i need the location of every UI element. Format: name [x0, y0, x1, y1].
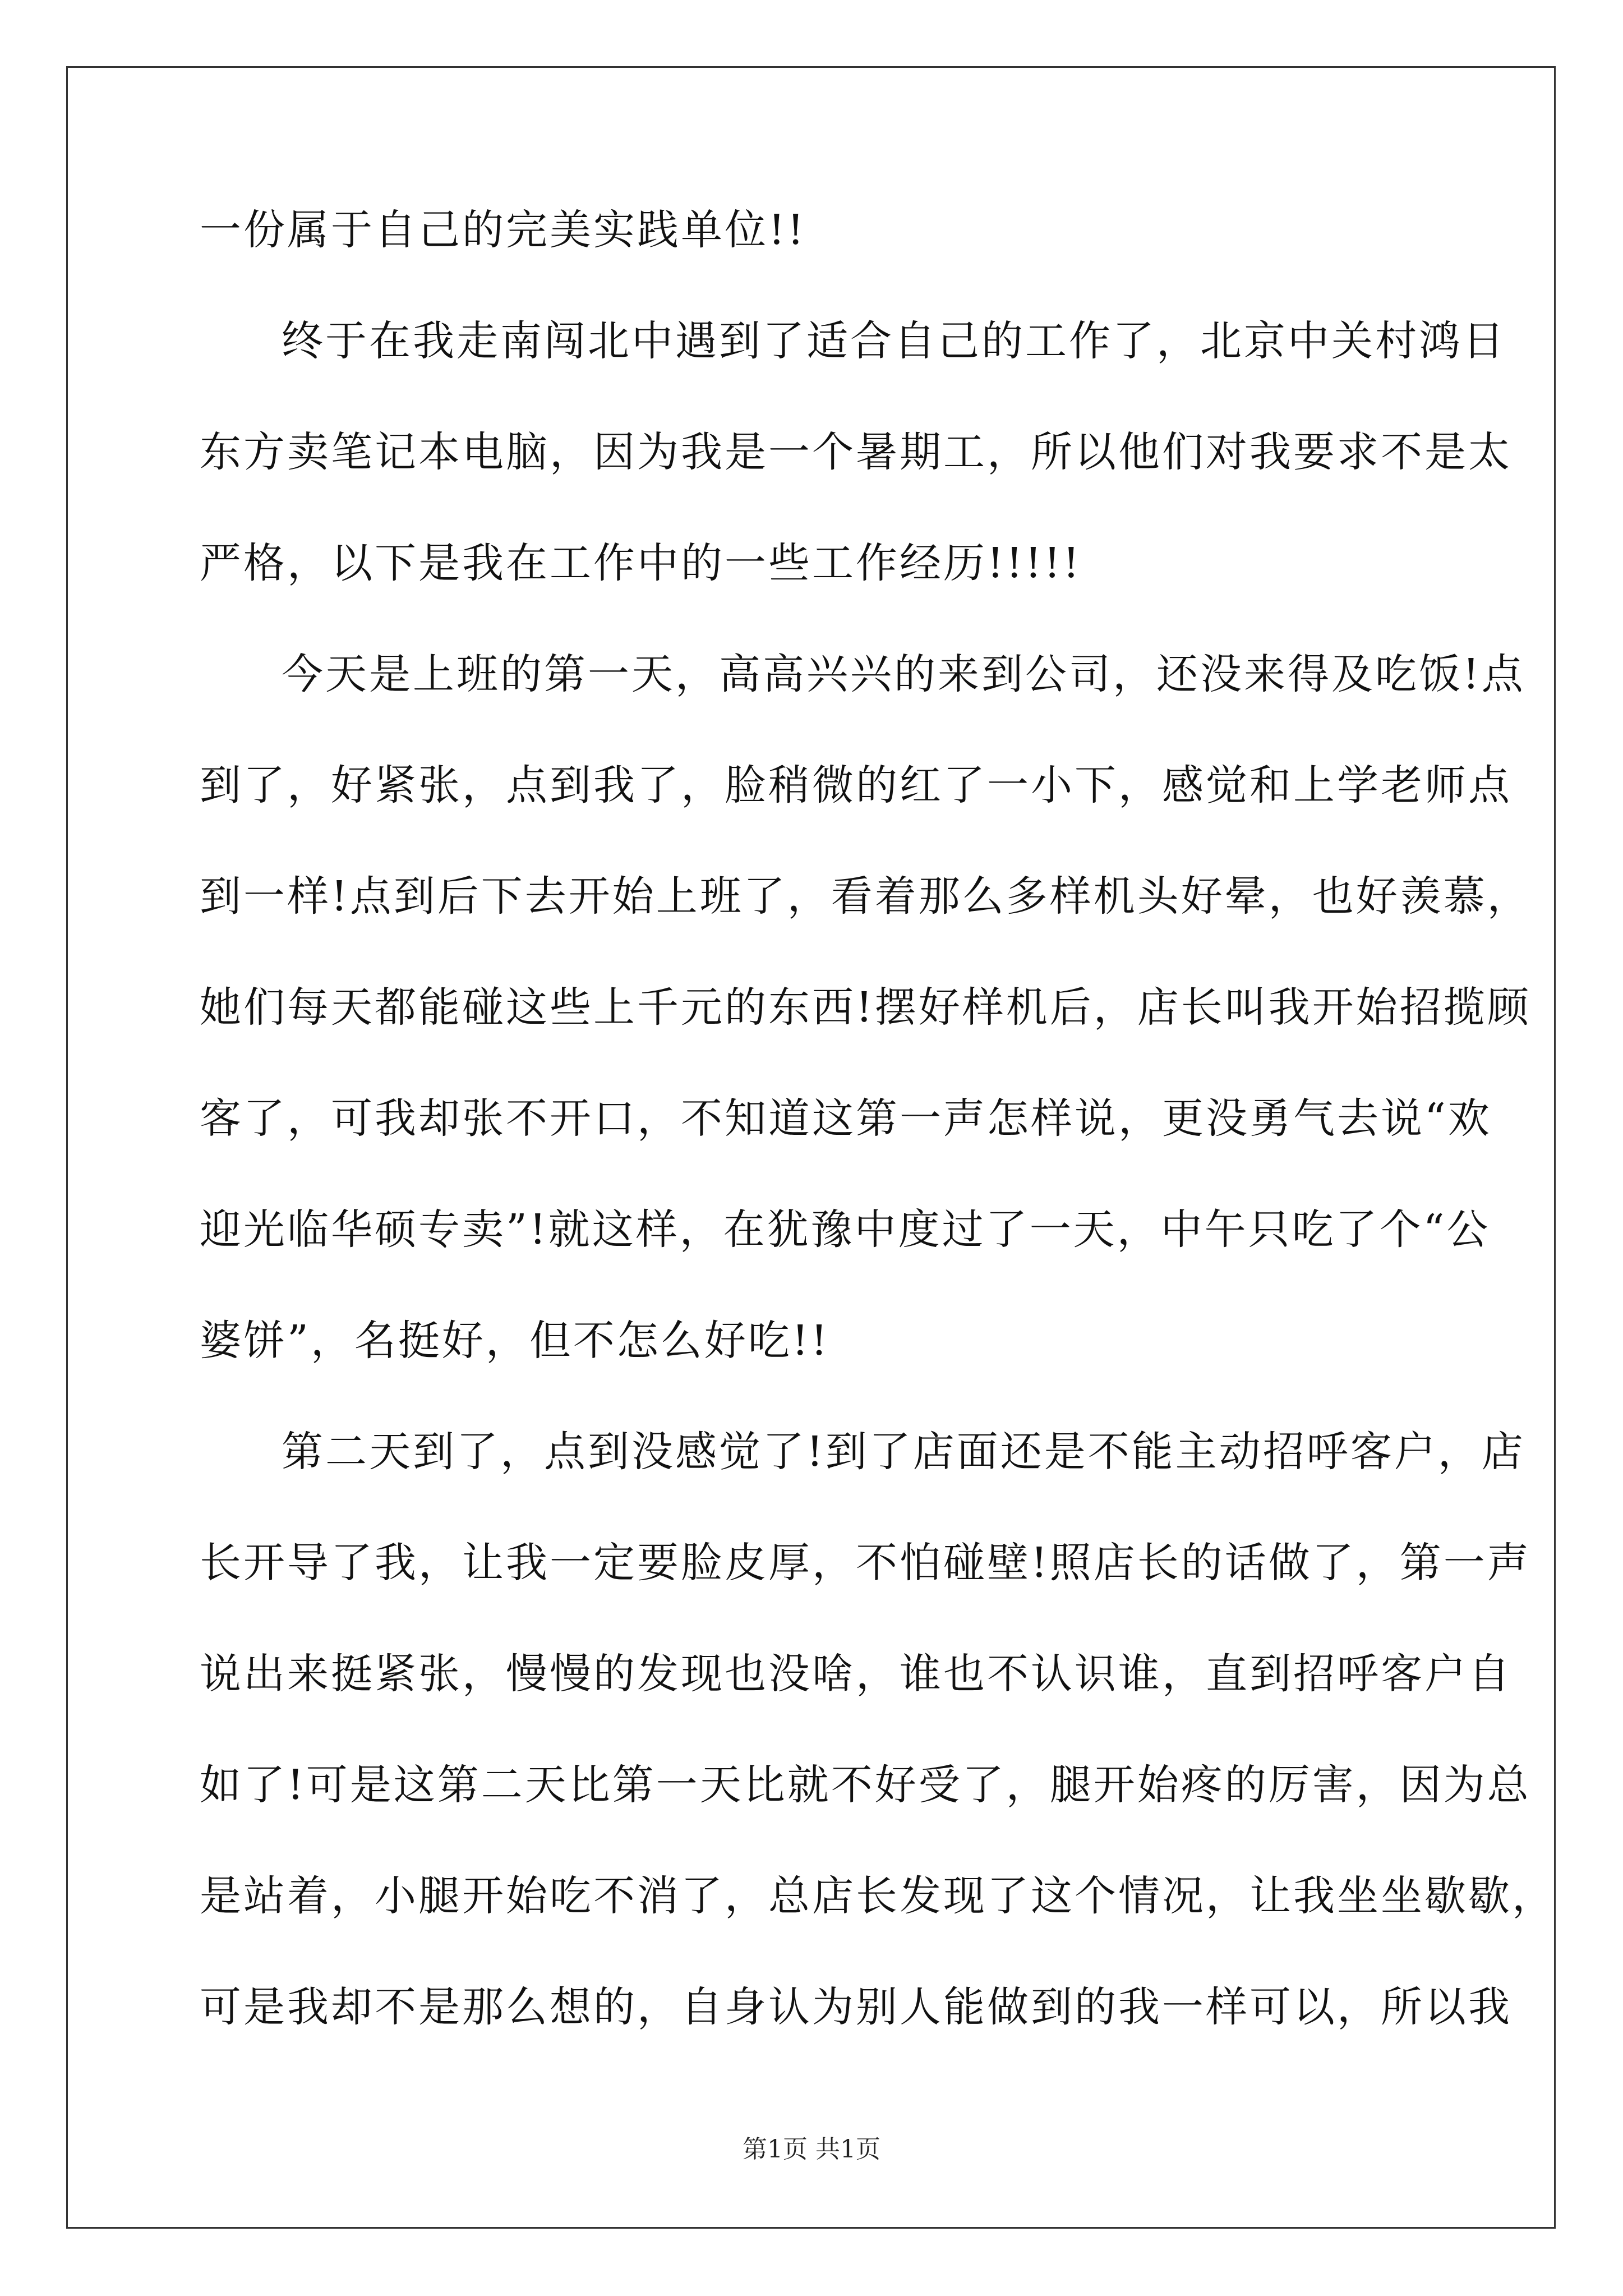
text-line-14: 说出来挺紧张，慢慢的发现也没啥，谁也不认识谁，直到招呼客户自 [200, 1650, 1512, 1698]
page-number-footer: 第1页 共1页 [743, 2135, 880, 2164]
text-line-15: 如了!可是这第二天比第一天比就不好受了，腿开始疼的厉害，因为总 [200, 1761, 1531, 1809]
text-line-9: 客了，可我却张不开口，不知道这第一声怎样说，更没勇气去说“欢 [200, 1094, 1492, 1143]
text-line-2: 终于在我走南闯北中遇到了适合自己的工作了，北京中关村鸿日 [282, 317, 1506, 365]
text-line-7: 到一样!点到后下去开始上班了，看着那么多样机头好晕，也好羡慕， [200, 872, 1531, 921]
text-line-17: 可是我却不是那么想的，自身认为别人能做到的我一样可以，所以我 [200, 1983, 1512, 2031]
text-line-10: 迎光临华硕专卖”!就这样，在犹豫中度过了一天，中午只吃了个“公 [200, 1205, 1491, 1254]
text-line-5: 今天是上班的第一天，高高兴兴的来到公司，还没来得及吃饭!点 [282, 650, 1525, 698]
text-line-1: 一份属于自己的完美实践单位!! [200, 206, 806, 254]
text-line-16: 是站着，小腿开始吃不消了，总店长发现了这个情况，让我坐坐歇歇， [200, 1872, 1556, 1920]
text-line-3: 东方卖笔记本电脑，因为我是一个暑期工，所以他们对我要求不是太 [200, 428, 1512, 476]
text-line-11: 婆饼”，名挺好，但不怎么好吃!! [200, 1317, 830, 1365]
text-line-8: 她们每天都能碰这些上千元的东西!摆好样机后，店长叫我开始招揽顾 [200, 983, 1531, 1032]
text-line-6: 到了，好紧张，点到我了，脸稍微的红了一小下，感觉和上学老师点 [200, 761, 1512, 809]
text-line-13: 长开导了我，让我一定要脸皮厚，不怕碰壁!照店长的话做了，第一声 [200, 1539, 1531, 1587]
text-line-4: 严格，以下是我在工作中的一些工作经历!!!!! [200, 539, 1082, 587]
text-line-12: 第二天到了，点到没感觉了!到了店面还是不能主动招呼客户，店 [282, 1428, 1525, 1476]
